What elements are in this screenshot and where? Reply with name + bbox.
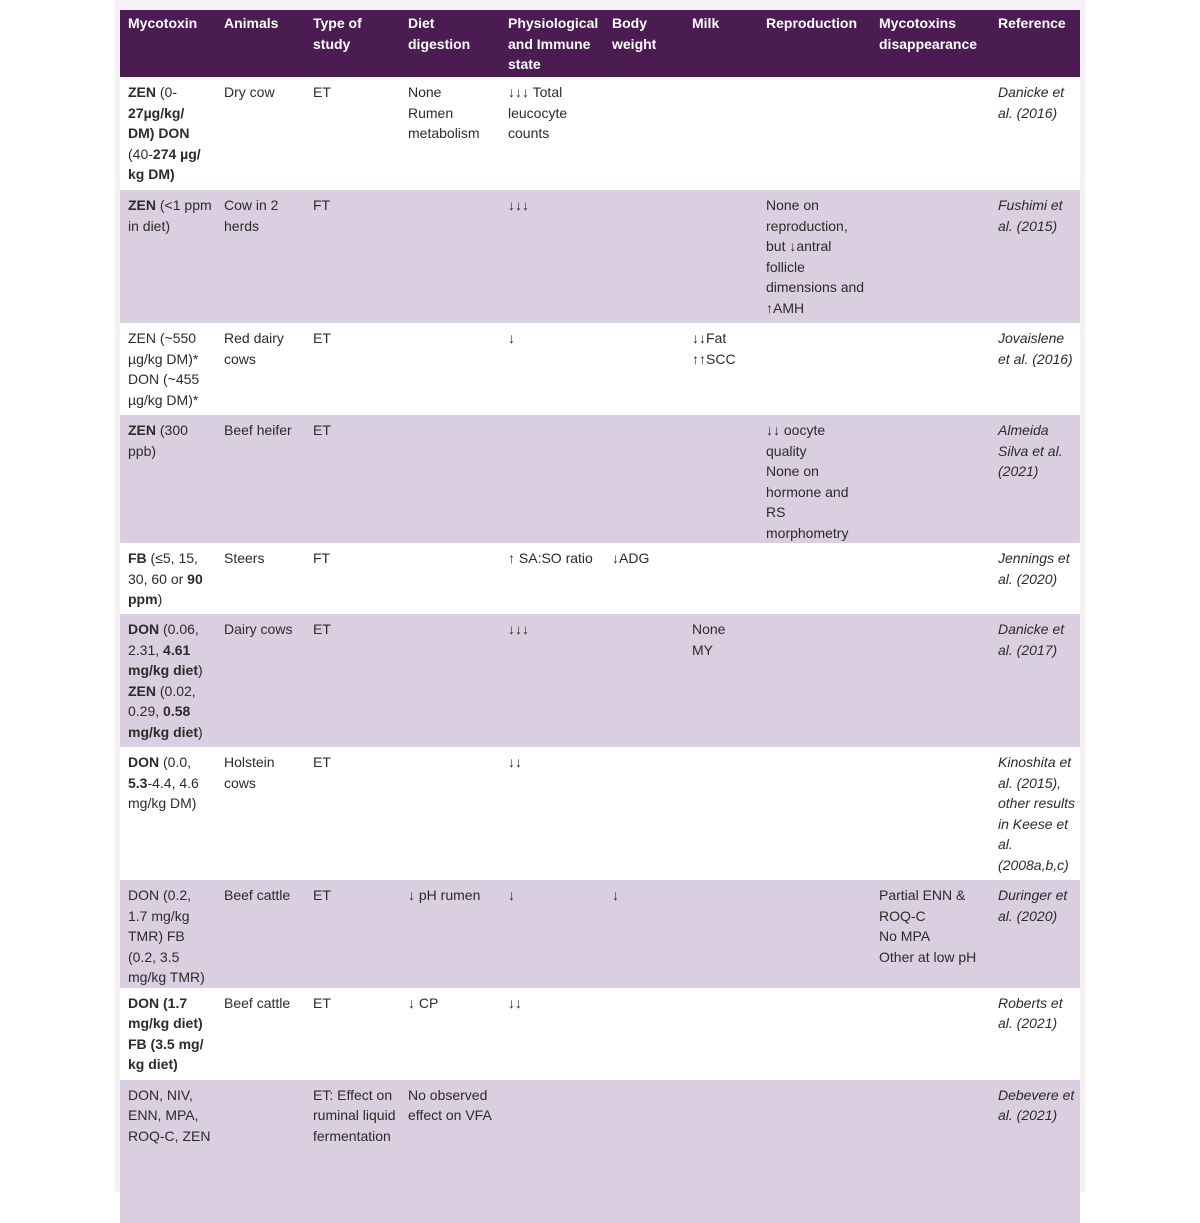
cell-body-weight — [604, 415, 684, 543]
header-reproduction: Reproduction — [766, 15, 857, 31]
cell-diet-digestion — [400, 614, 500, 747]
cell-body-weight — [604, 543, 684, 614]
cell-type-of-study: ET — [313, 754, 331, 770]
mycotoxin-text: 27µg/kg/ DM) DON — [128, 104, 190, 141]
table-row — [120, 415, 1080, 543]
mycotoxin-text: DON — [128, 754, 160, 770]
mycotoxin-text: ) — [198, 723, 203, 740]
cell-body-weight — [604, 988, 684, 1080]
mycotoxin-text: (0.06, 2.31, — [128, 621, 199, 658]
cell-reference: Fushimi et al. (2015) — [998, 197, 1063, 234]
cell-physiological-state-line: ↓↓ — [508, 754, 522, 770]
cell-reproduction — [758, 323, 871, 415]
cell-animals: Dairy cows — [224, 621, 293, 637]
cell-mycotoxin — [120, 747, 216, 880]
cell-physiological-state-line: ↓↓↓ — [508, 621, 529, 637]
cell-physiological-state-line: ↓↓↓ Total leucocyte counts — [508, 84, 568, 141]
mycotoxin-text: 5.3 — [128, 774, 148, 791]
cell-reproduction-line: None on hormone and RS morphometry — [766, 463, 849, 541]
cell-animals: Dry cow — [224, 84, 275, 100]
cell-type-of-study: ET — [313, 887, 331, 903]
cell-disappearance — [871, 323, 990, 415]
table-row — [120, 880, 1080, 988]
cell-mycotoxin — [120, 988, 216, 1080]
cell-physiological-state-line: ↓ — [508, 887, 515, 903]
header-animals: Animals — [224, 15, 279, 31]
cell-milk — [684, 415, 758, 543]
cell-mycotoxin — [120, 543, 216, 614]
cell-reference: Jovaislene et al. (2016) — [998, 330, 1073, 367]
mycotoxin-text: -4.4, 4.6 mg/kg DM) — [128, 774, 199, 811]
mycotoxin-text: 90 ppm — [128, 570, 203, 607]
cell-diet-digestion — [400, 988, 500, 1080]
cell-reproduction-line: None on reproduction, but ↓antral follicle dimensions and ↑AMH — [766, 197, 865, 316]
cell-milk — [684, 614, 758, 747]
cell-diet-digestion-line: None — [408, 84, 442, 100]
mycotoxin-text: 0.58 mg/kg diet — [128, 703, 199, 740]
cell-type-of-study: FT — [313, 550, 331, 566]
cell-diet-digestion — [400, 190, 500, 323]
cell-reference: Danicke et al. (2016) — [998, 84, 1065, 121]
cell-milk — [684, 543, 758, 614]
cell-diet-digestion-line: Rumen metabolism — [408, 104, 480, 141]
cell-body-weight-line: ↓ADG — [612, 550, 650, 566]
cell-diet-digestion-line: No observed effect on VFA — [408, 1086, 492, 1123]
cell-milk — [684, 77, 758, 190]
cell-physiological-state-line: ↑ SA:SO ratio — [508, 550, 593, 566]
cell-reproduction — [758, 747, 871, 880]
mycotoxin-text: DON — [128, 621, 160, 637]
cell-diet-digestion — [400, 415, 500, 543]
cell-disappearance — [871, 880, 990, 988]
cell-type-of-study: ET: Effect on ruminal liquid fermentation — [313, 1086, 396, 1144]
cell-disappearance-line: No MPA — [879, 928, 931, 944]
cell-milk — [684, 190, 758, 323]
header-reference: Reference — [998, 15, 1066, 31]
table-row — [120, 323, 1080, 415]
table-row — [120, 190, 1080, 323]
cell-animals: Beef heifer — [224, 422, 292, 438]
cell-disappearance — [871, 77, 990, 190]
cell-disappearance — [871, 988, 990, 1080]
cell-mycotoxin — [120, 614, 216, 747]
cell-physiological-state — [500, 1080, 604, 1223]
mycotoxin-text: (0- — [156, 84, 177, 100]
cell-mycotoxin — [120, 77, 216, 190]
cell-physiological-state — [500, 323, 604, 415]
cell-milk-line: ↓↓Fat — [692, 330, 727, 346]
cell-disappearance-line: Other at low pH — [879, 948, 977, 965]
mycotoxin-text: FB — [128, 550, 147, 566]
mycotoxin-text: (<1 ppm in diet) — [128, 197, 212, 234]
mycotoxin-text: (≤5, 15, 30, 60 or — [128, 550, 198, 587]
cell-type-of-study: ET — [313, 422, 331, 438]
cell-reproduction-line: ↓↓ oocyte quality — [766, 422, 826, 459]
cell-diet-digestion — [400, 543, 500, 614]
cell-physiological-state-line: ↓ — [508, 330, 515, 346]
cell-physiological-state — [500, 747, 604, 880]
mycotoxin-text: ZEN — [128, 422, 156, 438]
cell-diet-digestion — [400, 1080, 500, 1223]
cell-body-weight — [604, 880, 684, 988]
cell-diet-digestion-line: ↓ pH rumen — [408, 887, 481, 903]
cell-milk-line: ↑↑SCC — [692, 350, 736, 367]
mycotoxin-text: ZEN — [128, 197, 156, 213]
cell-disappearance — [871, 614, 990, 747]
cell-type-of-study: ET — [313, 84, 331, 100]
mycotoxin-text: 4.61 mg/kg diet — [128, 641, 199, 678]
header-mycotoxin: Mycotoxin — [128, 15, 198, 31]
cell-milk-line: None — [692, 621, 726, 637]
table-row — [120, 614, 1080, 747]
cell-diet-digestion-line: ↓ CP — [408, 994, 439, 1011]
cell-reference: Jennings et al. (2020) — [998, 550, 1070, 587]
cell-mycotoxin — [120, 190, 216, 323]
cell-reproduction — [758, 415, 871, 543]
mycotoxin-text: (40- — [128, 145, 153, 162]
table-row — [120, 1080, 1080, 1223]
cell-milk — [684, 747, 758, 880]
cell-animals — [216, 1080, 305, 1223]
cell-animals: Cow in 2 herds — [224, 197, 279, 234]
cell-disappearance-line: Partial ENN & ROQ-C — [879, 887, 966, 924]
cell-physiological-state-line: ↓↓ — [508, 994, 522, 1011]
header-type-of-study: Type of study — [313, 15, 362, 52]
mycotoxin-text: 274 µg/ kg DM) — [128, 145, 201, 182]
cell-mycotoxin — [120, 880, 216, 988]
cell-animals: Beef cattle — [224, 994, 291, 1011]
cell-diet-digestion — [400, 880, 500, 988]
mycotoxin-text: ZEN (~550 µg/kg DM)* DON (~455 µg/kg DM)* — [128, 330, 200, 408]
cell-reproduction — [758, 880, 871, 988]
cell-milk — [684, 988, 758, 1080]
cell-diet-digestion — [400, 77, 500, 190]
cell-diet-digestion — [400, 747, 500, 880]
cell-milk — [684, 323, 758, 415]
table-row — [120, 747, 1080, 880]
cell-reproduction — [758, 190, 871, 323]
cell-milk-line: MY — [692, 641, 713, 658]
cell-animals: Beef cattle — [224, 887, 291, 903]
cell-disappearance — [871, 415, 990, 543]
cell-body-weight — [604, 323, 684, 415]
cell-body-weight — [604, 1080, 684, 1223]
cell-type-of-study: ET — [313, 330, 331, 346]
cell-body-weight — [604, 190, 684, 323]
header-mycotoxins-disappearance: Mycotoxins disappearance — [879, 15, 978, 52]
cell-type-of-study: FT — [313, 197, 331, 213]
mycotoxin-text: DON (0.2, 1.7 mg/kg TMR) FB (0.2, 3.5 mg/kg TMR) — [128, 887, 205, 985]
cell-animals: Steers — [224, 550, 265, 566]
mycotoxin-text: DON, NIV, ENN, MPA, ROQ-C, ZEN — [128, 1086, 211, 1144]
header-diet-digestion: Diet digestion — [408, 15, 471, 52]
cell-body-weight — [604, 747, 684, 880]
cell-reference: Danicke et al. (2017) — [998, 621, 1065, 658]
cell-reproduction — [758, 614, 871, 747]
table-row — [120, 77, 1080, 190]
cell-physiological-state — [500, 614, 604, 747]
cell-mycotoxin — [120, 415, 216, 543]
mycotoxin-table — [120, 10, 1080, 1223]
cell-mycotoxin — [120, 1080, 216, 1223]
cell-disappearance — [871, 190, 990, 323]
cell-reference: Duringer et al. (2020) — [998, 887, 1068, 924]
cell-physiological-state — [500, 988, 604, 1080]
table-header — [120, 10, 1080, 77]
header-row — [120, 10, 1080, 77]
cell-body-weight-line: ↓ — [612, 887, 619, 903]
cell-physiological-state-line: ↓↓↓ — [508, 197, 529, 213]
cell-disappearance — [871, 747, 990, 880]
cell-physiological-state — [500, 77, 604, 190]
cell-physiological-state — [500, 190, 604, 323]
mycotoxin-text: ) — [157, 591, 163, 607]
cell-physiological-state — [500, 543, 604, 614]
mycotoxin-text: (0.02, 0.29, — [128, 682, 196, 719]
cell-reproduction — [758, 77, 871, 190]
cell-diet-digestion — [400, 323, 500, 415]
cell-reference: Roberts et al. (2021) — [998, 994, 1063, 1031]
table-body — [120, 77, 1080, 1223]
header-physiological-immune-state: Physiological and Immune state — [508, 15, 599, 72]
cell-reproduction — [758, 1080, 871, 1223]
mycotoxin-text: ) — [198, 662, 203, 678]
cell-animals: Holstein cows — [224, 754, 275, 791]
cell-milk — [684, 1080, 758, 1223]
mycotoxin-text: ZEN — [128, 682, 156, 699]
cell-reference: Kinoshita et al. (2015), other results in Keese et al. (2008a,b,c) — [998, 754, 1076, 873]
header-body-weight: Body weight — [612, 15, 657, 52]
cell-physiological-state — [500, 415, 604, 543]
cell-mycotoxin — [120, 323, 216, 415]
table-row — [120, 543, 1080, 614]
mycotoxin-text: (0.0, — [159, 754, 192, 770]
header-milk: Milk — [692, 15, 720, 31]
cell-animals: Red dairy cows — [224, 330, 284, 367]
cell-body-weight — [604, 77, 684, 190]
mycotoxin-text: (300 ppb) — [128, 422, 188, 459]
mycotoxin-text: DON (1.7 mg/kg diet) FB (3.5 mg/ kg diet) — [128, 994, 204, 1072]
cell-reproduction — [758, 543, 871, 614]
cell-physiological-state — [500, 880, 604, 988]
cell-type-of-study: ET — [313, 621, 331, 637]
cell-reference: Debevere et al. (2021) — [998, 1086, 1075, 1123]
cell-disappearance — [871, 1080, 990, 1223]
table-row — [120, 988, 1080, 1080]
cell-milk — [684, 880, 758, 988]
mycotoxin-text: ZEN — [128, 84, 156, 100]
cell-disappearance — [871, 543, 990, 614]
cell-reference: Almeida Silva et al. (2021) — [998, 422, 1063, 479]
cell-reproduction — [758, 988, 871, 1080]
cell-body-weight — [604, 614, 684, 747]
cell-type-of-study: ET — [313, 994, 331, 1011]
